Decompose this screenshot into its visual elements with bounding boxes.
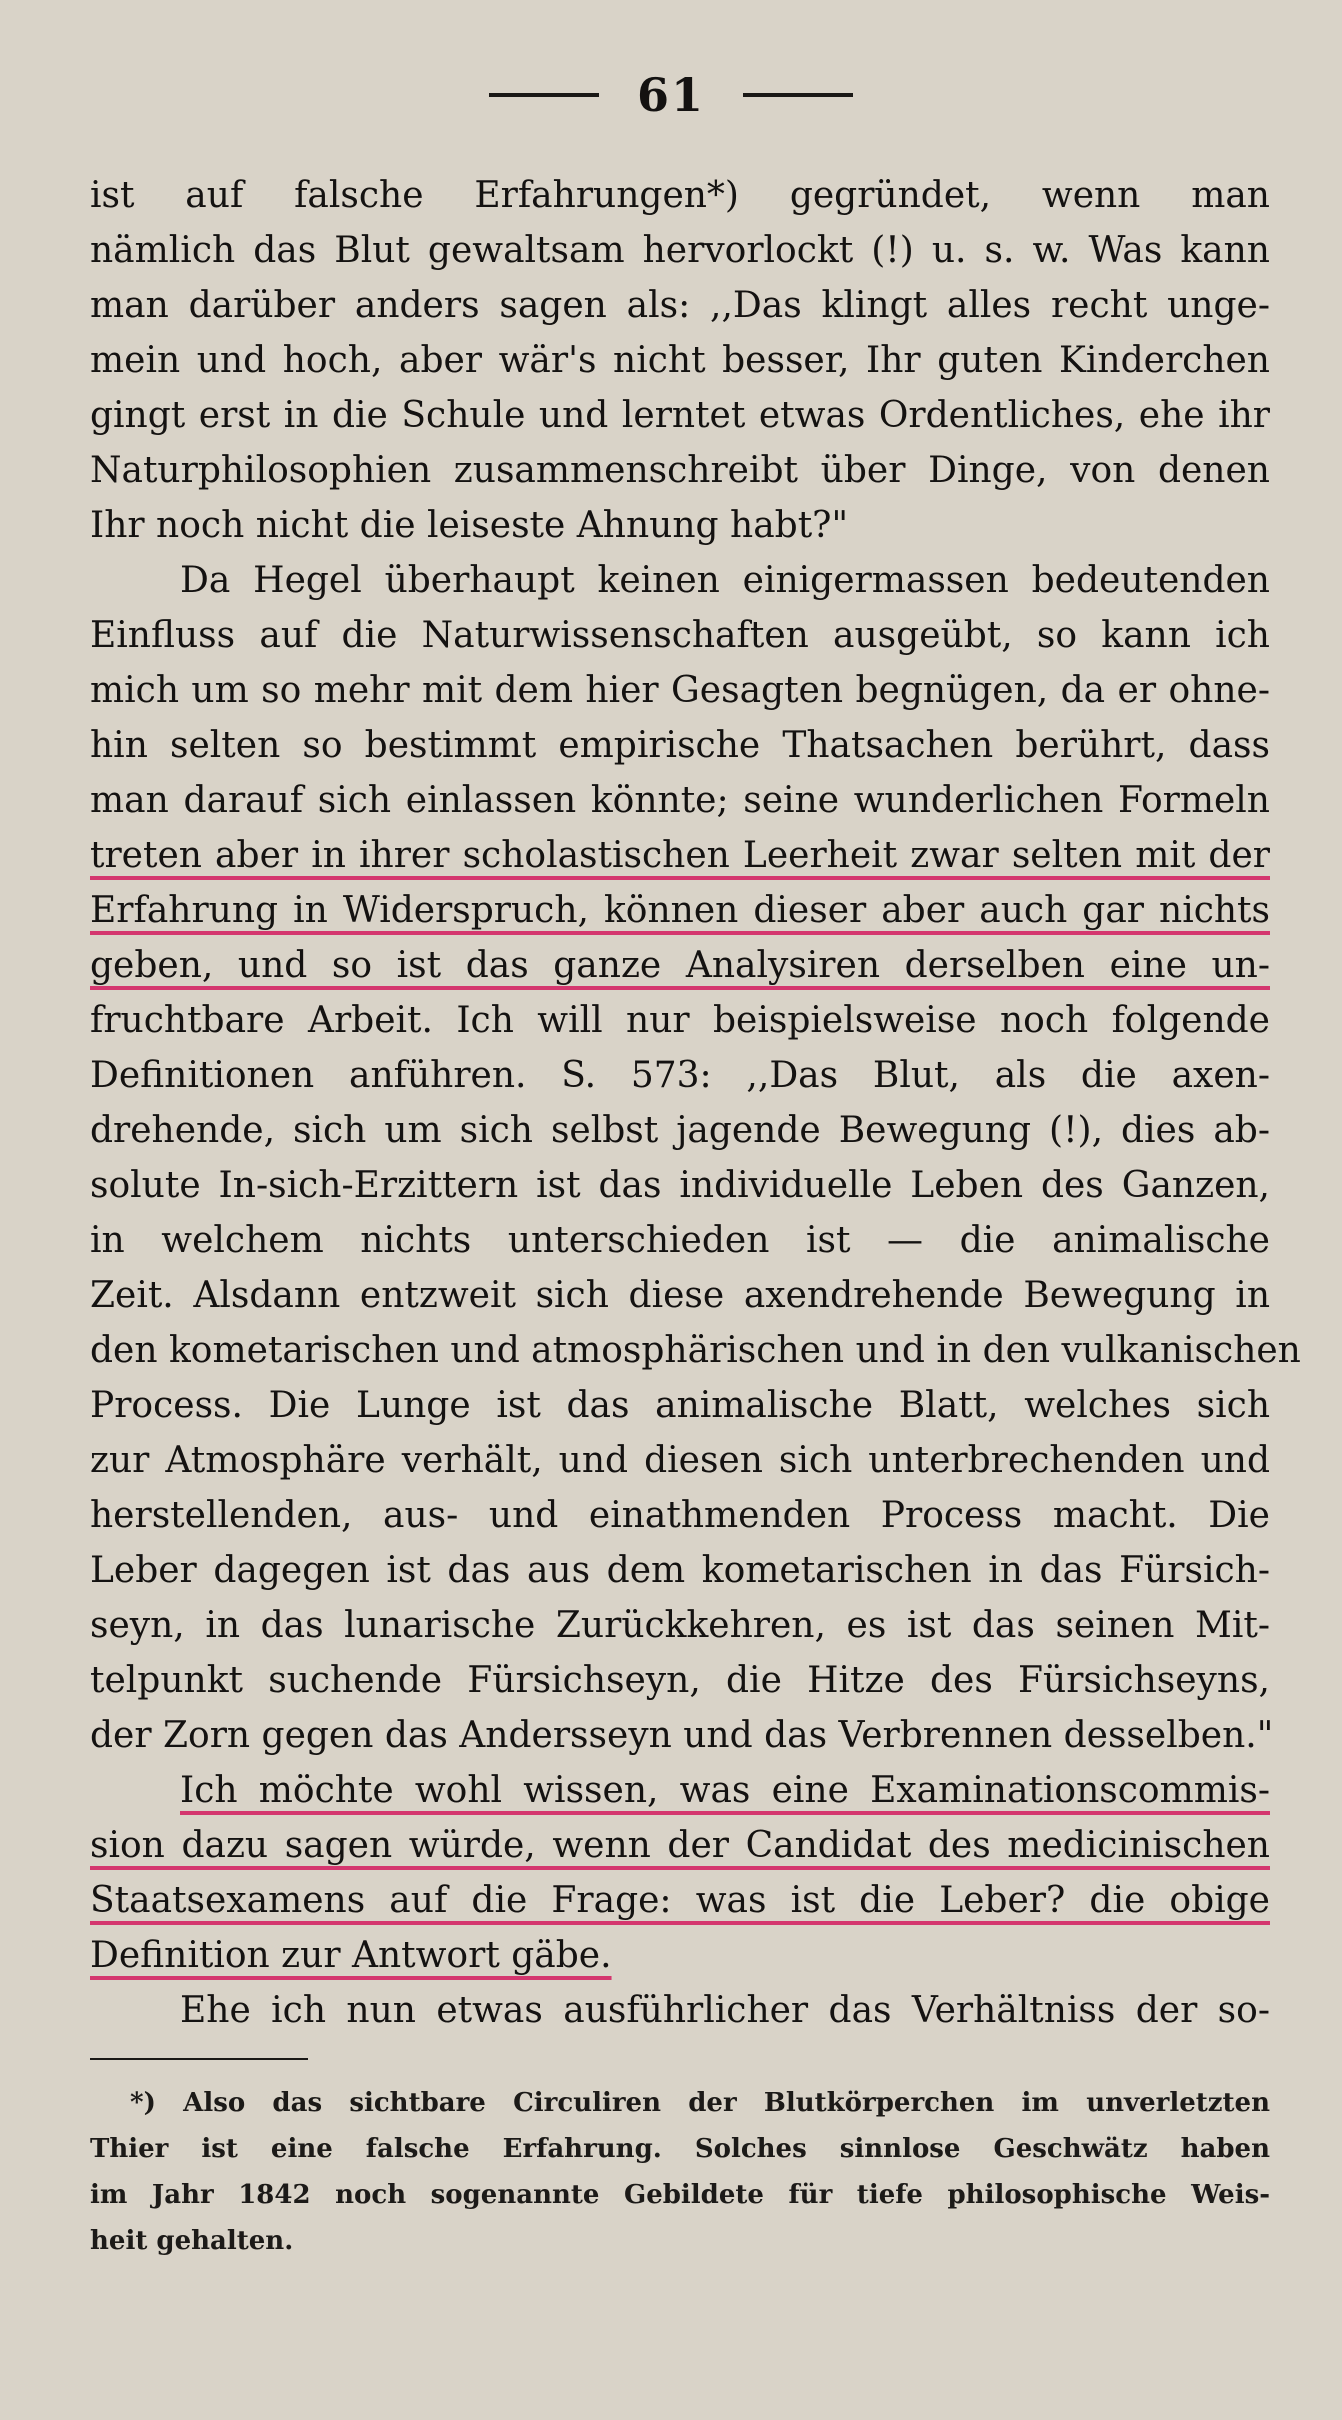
text-line: mich um so mehr mit dem hier Gesagten begnügen, da er ohne- bbox=[90, 670, 1270, 711]
footnote-line: heit gehalten. bbox=[90, 2226, 294, 2256]
text-line: Ehe ich nun etwas ausführlicher das Verhältniss der so- bbox=[180, 1990, 1270, 2031]
text-line: zur Atmosphäre verhält, und diesen sich unterbrechenden und bbox=[90, 1440, 1270, 1481]
text-line: in welchem nichts unterschieden ist — die animalische bbox=[90, 1220, 1270, 1261]
text-line: Einfluss auf die Naturwissenschaften ausgeübt, so kann ich bbox=[90, 615, 1270, 656]
footnote-rule bbox=[90, 2058, 308, 2060]
text-line: gingt erst in die Schule und lerntet etwas Ordentliches, ehe ihr bbox=[90, 395, 1270, 436]
text-line: Naturphilosophien zusammenschreibt über Dinge, von denen bbox=[90, 450, 1270, 491]
header-rule-left bbox=[489, 93, 599, 97]
text-line: Ich möchte wohl wissen, was eine Examinationscommis- bbox=[180, 1770, 1270, 1811]
page-header bbox=[0, 60, 1342, 130]
text-line: treten aber in ihrer scholastischen Leerheit zwar selten mit der bbox=[90, 835, 1270, 876]
page-number: 61 bbox=[636, 68, 705, 122]
text-line: der Zorn gegen das Andersseyn und das Verbrennen desselben." bbox=[90, 1715, 1274, 1756]
footnote-line: Thier ist eine falsche Erfahrung. Solches sinnlose Geschwätz haben bbox=[90, 2134, 1270, 2164]
footnote-line: *) Also das sichtbare Circuliren der Blutkörperchen im unverletzten bbox=[130, 2088, 1270, 2118]
text-line: man darüber anders sagen als: ,,Das klingt alles recht unge- bbox=[90, 285, 1270, 326]
text-line: mein und hoch, aber wär's nicht besser, Ihr guten Kinderchen bbox=[90, 340, 1270, 381]
text-line: sion dazu sagen würde, wenn der Candidat des medicinischen bbox=[90, 1825, 1270, 1866]
text-line: geben, und so ist das ganze Analysiren derselben eine un- bbox=[90, 945, 1270, 986]
text-line: man darauf sich einlassen könnte; seine wunderlichen Formeln bbox=[90, 780, 1270, 821]
text-line: telpunkt suchende Fürsichseyn, die Hitze des Fürsichseyns, bbox=[90, 1660, 1270, 1701]
text-line: Ihr noch nicht die leiseste Ahnung habt?" bbox=[90, 505, 849, 546]
text-line: Definitionen anführen. S. 573: ,,Das Blut, als die axen- bbox=[90, 1055, 1270, 1096]
text-line: Staatsexamens auf die Frage: was ist die Leber? die obige bbox=[90, 1880, 1270, 1921]
text-line: drehende, sich um sich selbst jagende Bewegung (!), dies ab- bbox=[90, 1110, 1270, 1151]
body-text bbox=[90, 168, 1301, 2038]
text-line: fruchtbare Arbeit. Ich will nur beispielsweise noch folgende bbox=[90, 1000, 1270, 1041]
text-line: den kometarischen und atmosphärischen und in den vulkanischen bbox=[90, 1330, 1301, 1371]
text-line: Erfahrung in Widerspruch, können dieser aber auch gar nichts bbox=[90, 890, 1270, 931]
text-line: herstellenden, aus- und einathmenden Process macht. Die bbox=[90, 1495, 1270, 1536]
footnote-line: im Jahr 1842 noch sogenannte Gebildete für tiefe philosophische Weis- bbox=[90, 2180, 1270, 2210]
footnote bbox=[90, 2080, 1270, 2264]
text-line: nämlich das Blut gewaltsam hervorlockt (!) u. s. w. Was kann bbox=[90, 230, 1270, 271]
text-line: hin selten so bestimmt empirische Thatsachen berührt, dass bbox=[90, 725, 1270, 766]
header-rule-right bbox=[743, 93, 853, 97]
text-line: seyn, in das lunarische Zurückkehren, es ist das seinen Mit- bbox=[90, 1605, 1270, 1646]
text-line: Leber dagegen ist das aus dem kometarischen in das Fürsich- bbox=[90, 1550, 1270, 1591]
text-line: Definition zur Antwort gäbe. bbox=[90, 1935, 612, 1976]
text-line: Process. Die Lunge ist das animalische Blatt, welches sich bbox=[90, 1385, 1270, 1426]
text-line: Zeit. Alsdann entzweit sich diese axendrehende Bewegung in bbox=[90, 1275, 1270, 1316]
text-line: ist auf falsche Erfahrungen*) gegründet, wenn man bbox=[90, 175, 1270, 216]
text-line: solute In-sich-Erzittern ist das individuelle Leben des Ganzen, bbox=[90, 1165, 1270, 1206]
text-line: Da Hegel überhaupt keinen einigermassen bedeutenden bbox=[180, 560, 1270, 601]
